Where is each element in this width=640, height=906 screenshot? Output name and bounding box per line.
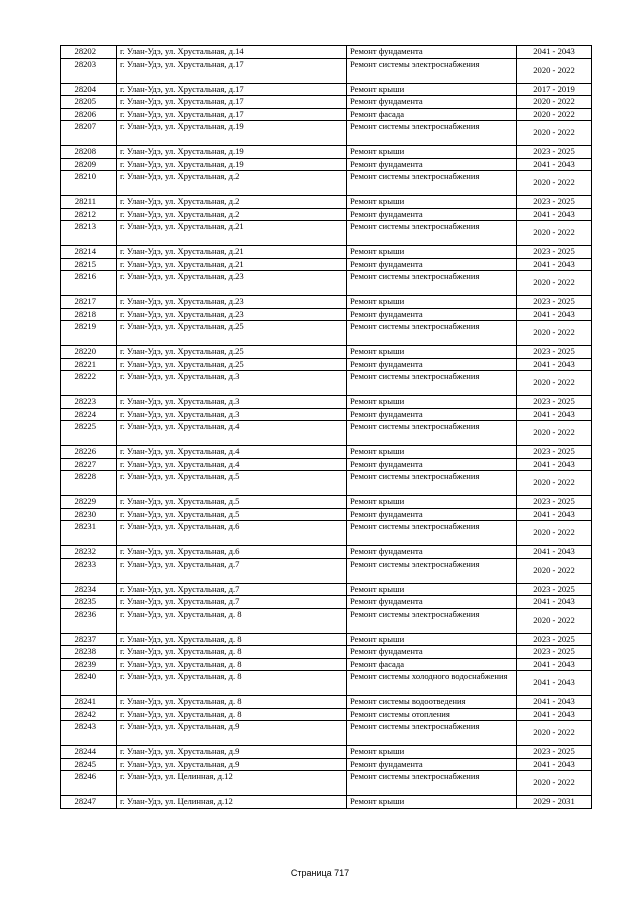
work-type-cell: Ремонт фундамента: [347, 646, 517, 659]
table-row: [61, 521, 592, 546]
address-cell: г. Улан-Удэ, ул. Хрустальная, д.4: [117, 446, 347, 459]
table-row: [61, 696, 592, 709]
address-cell: г. Улан-Удэ, ул. Хрустальная, д.23: [117, 271, 347, 296]
table-body: [61, 46, 592, 809]
period-cell: 2023 - 2025: [517, 246, 592, 259]
address-cell: г. Улан-Удэ, ул. Хрустальная, д.5: [117, 496, 347, 509]
row-number-cell: 28243: [61, 721, 117, 746]
table-row: [61, 471, 592, 496]
work-type-cell: Ремонт фундамента: [347, 308, 517, 321]
page-number: Страница 717: [290, 868, 350, 878]
table-row: [61, 208, 592, 221]
period-cell: 2041 - 2043: [517, 458, 592, 471]
row-number-cell: 28223: [61, 396, 117, 409]
row-number-cell: 28236: [61, 608, 117, 633]
period-cell: 2020 - 2022: [517, 221, 592, 246]
table-row: [61, 671, 592, 696]
address-cell: г. Улан-Удэ, ул. Хрустальная, д.21: [117, 246, 347, 259]
work-type-cell: Ремонт системы электроснабжения: [347, 371, 517, 396]
table-row: [61, 421, 592, 446]
address-cell: г. Улан-Удэ, ул. Хрустальная, д.23: [117, 296, 347, 309]
row-number-cell: 28209: [61, 158, 117, 171]
table-row: [61, 358, 592, 371]
row-number-cell: 28212: [61, 208, 117, 221]
work-type-cell: Ремонт системы электроснабжения: [347, 321, 517, 346]
row-number-cell: 28235: [61, 596, 117, 609]
row-number-cell: 28228: [61, 471, 117, 496]
work-type-cell: Ремонт крыши: [347, 796, 517, 809]
row-number-cell: 28231: [61, 521, 117, 546]
address-cell: г. Улан-Удэ, ул. Хрустальная, д. 8: [117, 696, 347, 709]
period-cell: 2041 - 2043: [517, 258, 592, 271]
period-cell: 2020 - 2022: [517, 121, 592, 146]
table-row: [61, 346, 592, 359]
table-row: [61, 121, 592, 146]
table-row: [61, 171, 592, 196]
table-row: [61, 371, 592, 396]
table-row: [61, 608, 592, 633]
table-row: [61, 546, 592, 559]
row-number-cell: 28222: [61, 371, 117, 396]
work-type-cell: Ремонт системы электроснабжения: [347, 471, 517, 496]
period-cell: 2041 - 2043: [517, 708, 592, 721]
table-row: [61, 58, 592, 83]
work-type-cell: Ремонт крыши: [347, 396, 517, 409]
period-cell: 2041 - 2043: [517, 46, 592, 59]
address-cell: г. Улан-Удэ, ул. Хрустальная, д.21: [117, 221, 347, 246]
period-cell: 2041 - 2043: [517, 158, 592, 171]
work-type-cell: Ремонт фундамента: [347, 596, 517, 609]
address-cell: г. Улан-Удэ, ул. Хрустальная, д.19: [117, 121, 347, 146]
period-cell: 2020 - 2022: [517, 771, 592, 796]
period-cell: 2020 - 2022: [517, 58, 592, 83]
period-cell: 2023 - 2025: [517, 583, 592, 596]
address-cell: г. Улан-Удэ, ул. Хрустальная, д.2: [117, 196, 347, 209]
address-cell: г. Улан-Удэ, ул. Хрустальная, д.21: [117, 258, 347, 271]
address-cell: г. Улан-Удэ, ул. Хрустальная, д.6: [117, 546, 347, 559]
address-cell: г. Улан-Удэ, ул. Хрустальная, д.6: [117, 521, 347, 546]
period-cell: 2041 - 2043: [517, 658, 592, 671]
work-type-cell: Ремонт фундамента: [347, 546, 517, 559]
row-number-cell: 28245: [61, 758, 117, 771]
work-type-cell: Ремонт крыши: [347, 146, 517, 159]
work-type-cell: Ремонт крыши: [347, 196, 517, 209]
work-type-cell: Ремонт фундамента: [347, 158, 517, 171]
table-row: [61, 583, 592, 596]
address-cell: г. Улан-Удэ, ул. Хрустальная, д.25: [117, 346, 347, 359]
work-type-cell: Ремонт крыши: [347, 633, 517, 646]
work-type-cell: Ремонт крыши: [347, 83, 517, 96]
work-type-cell: Ремонт фундамента: [347, 408, 517, 421]
address-cell: г. Улан-Удэ, ул. Хрустальная, д.17: [117, 58, 347, 83]
address-cell: г. Улан-Удэ, ул. Хрустальная, д.25: [117, 358, 347, 371]
table-row: [61, 221, 592, 246]
work-type-cell: Ремонт крыши: [347, 446, 517, 459]
period-cell: 2020 - 2022: [517, 421, 592, 446]
row-number-cell: 28241: [61, 696, 117, 709]
row-number-cell: 28225: [61, 421, 117, 446]
address-cell: г. Улан-Удэ, ул. Хрустальная, д.5: [117, 508, 347, 521]
address-cell: г. Улан-Удэ, ул. Хрустальная, д.17: [117, 108, 347, 121]
work-type-cell: Ремонт крыши: [347, 583, 517, 596]
address-cell: г. Улан-Удэ, ул. Хрустальная, д.14: [117, 46, 347, 59]
period-cell: 2020 - 2022: [517, 521, 592, 546]
work-type-cell: Ремонт системы водоотведения: [347, 696, 517, 709]
period-cell: 2023 - 2025: [517, 496, 592, 509]
period-cell: 2020 - 2022: [517, 271, 592, 296]
row-number-cell: 28208: [61, 146, 117, 159]
address-cell: г. Улан-Удэ, ул. Хрустальная, д.4: [117, 458, 347, 471]
table-row: [61, 46, 592, 59]
address-cell: г. Улан-Удэ, ул. Хрустальная, д.4: [117, 421, 347, 446]
work-type-cell: Ремонт системы электроснабжения: [347, 171, 517, 196]
address-cell: г. Улан-Удэ, ул. Хрустальная, д. 8: [117, 671, 347, 696]
period-cell: 2041 - 2043: [517, 596, 592, 609]
work-type-cell: Ремонт системы электроснабжения: [347, 771, 517, 796]
row-number-cell: 28237: [61, 633, 117, 646]
row-number-cell: 28233: [61, 558, 117, 583]
row-number-cell: 28210: [61, 171, 117, 196]
table-row: [61, 196, 592, 209]
address-cell: г. Улан-Удэ, ул. Хрустальная, д.3: [117, 408, 347, 421]
address-cell: г. Улан-Удэ, ул. Хрустальная, д. 8: [117, 646, 347, 659]
address-cell: г. Улан-Удэ, ул. Целинная, д.12: [117, 771, 347, 796]
work-type-cell: Ремонт системы электроснабжения: [347, 121, 517, 146]
table-row: [61, 258, 592, 271]
table-row: [61, 396, 592, 409]
work-type-cell: Ремонт крыши: [347, 246, 517, 259]
row-number-cell: 28220: [61, 346, 117, 359]
work-type-cell: Ремонт крыши: [347, 346, 517, 359]
work-type-cell: Ремонт системы электроснабжения: [347, 608, 517, 633]
address-cell: г. Улан-Удэ, ул. Хрустальная, д.9: [117, 746, 347, 759]
period-cell: 2041 - 2043: [517, 408, 592, 421]
table-row: [61, 771, 592, 796]
address-cell: г. Улан-Удэ, ул. Хрустальная, д. 8: [117, 658, 347, 671]
address-cell: г. Улан-Удэ, ул. Хрустальная, д. 8: [117, 633, 347, 646]
row-number-cell: 28214: [61, 246, 117, 259]
period-cell: 2020 - 2022: [517, 558, 592, 583]
address-cell: г. Улан-Удэ, ул. Хрустальная, д.5: [117, 471, 347, 496]
table-row: [61, 646, 592, 659]
row-number-cell: 28202: [61, 46, 117, 59]
row-number-cell: 28203: [61, 58, 117, 83]
row-number-cell: 28238: [61, 646, 117, 659]
row-number-cell: 28229: [61, 496, 117, 509]
table-row: [61, 108, 592, 121]
work-type-cell: Ремонт системы электроснабжения: [347, 221, 517, 246]
period-cell: 2041 - 2043: [517, 758, 592, 771]
row-number-cell: 28240: [61, 671, 117, 696]
table-row: [61, 158, 592, 171]
period-cell: 2023 - 2025: [517, 296, 592, 309]
work-type-cell: Ремонт системы электроснабжения: [347, 721, 517, 746]
work-type-cell: Ремонт системы отопления: [347, 708, 517, 721]
period-cell: 2041 - 2043: [517, 308, 592, 321]
period-cell: 2041 - 2043: [517, 208, 592, 221]
period-cell: 2017 - 2019: [517, 83, 592, 96]
row-number-cell: 28219: [61, 321, 117, 346]
table-row: [61, 446, 592, 459]
row-number-cell: 28234: [61, 583, 117, 596]
work-type-cell: Ремонт фундамента: [347, 458, 517, 471]
period-cell: 2041 - 2043: [517, 508, 592, 521]
row-number-cell: 28216: [61, 271, 117, 296]
period-cell: 2041 - 2043: [517, 546, 592, 559]
row-number-cell: 28227: [61, 458, 117, 471]
period-cell: 2023 - 2025: [517, 646, 592, 659]
table-row: [61, 758, 592, 771]
period-cell: 2029 - 2031: [517, 796, 592, 809]
address-cell: г. Улан-Удэ, ул. Хрустальная, д.17: [117, 96, 347, 109]
table-row: [61, 496, 592, 509]
table-row: [61, 246, 592, 259]
row-number-cell: 28226: [61, 446, 117, 459]
period-cell: 2020 - 2022: [517, 171, 592, 196]
row-number-cell: 28205: [61, 96, 117, 109]
row-number-cell: 28246: [61, 771, 117, 796]
work-type-cell: Ремонт крыши: [347, 296, 517, 309]
work-type-cell: Ремонт фасада: [347, 658, 517, 671]
address-cell: г. Улан-Удэ, ул. Хрустальная, д.19: [117, 146, 347, 159]
address-cell: г. Улан-Удэ, ул. Хрустальная, д.9: [117, 758, 347, 771]
table-row: [61, 308, 592, 321]
table-row: [61, 721, 592, 746]
work-type-cell: Ремонт системы электроснабжения: [347, 421, 517, 446]
table-row: [61, 658, 592, 671]
work-type-cell: Ремонт системы электроснабжения: [347, 521, 517, 546]
address-cell: г. Улан-Удэ, ул. Хрустальная, д.7: [117, 583, 347, 596]
period-cell: 2023 - 2025: [517, 396, 592, 409]
work-type-cell: Ремонт фундамента: [347, 208, 517, 221]
work-type-cell: Ремонт системы электроснабжения: [347, 271, 517, 296]
table-row: [61, 746, 592, 759]
period-cell: 2020 - 2022: [517, 371, 592, 396]
address-cell: г. Улан-Удэ, ул. Хрустальная, д.7: [117, 558, 347, 583]
table-row: [61, 708, 592, 721]
row-number-cell: 28244: [61, 746, 117, 759]
row-number-cell: 28247: [61, 796, 117, 809]
period-cell: 2020 - 2022: [517, 608, 592, 633]
period-cell: 2023 - 2025: [517, 446, 592, 459]
row-number-cell: 28230: [61, 508, 117, 521]
row-number-cell: 28224: [61, 408, 117, 421]
table-row: [61, 271, 592, 296]
work-type-cell: Ремонт фундамента: [347, 358, 517, 371]
table-row: [61, 508, 592, 521]
period-cell: 2023 - 2025: [517, 196, 592, 209]
address-cell: г. Улан-Удэ, ул. Хрустальная, д.9: [117, 721, 347, 746]
address-cell: г. Улан-Удэ, ул. Целинная, д.12: [117, 796, 347, 809]
period-cell: 2020 - 2022: [517, 471, 592, 496]
table-row: [61, 458, 592, 471]
address-cell: г. Улан-Удэ, ул. Хрустальная, д. 8: [117, 708, 347, 721]
table-row: [61, 296, 592, 309]
row-number-cell: 28239: [61, 658, 117, 671]
work-type-cell: Ремонт фундамента: [347, 46, 517, 59]
address-cell: г. Улан-Удэ, ул. Хрустальная, д.2: [117, 208, 347, 221]
work-type-cell: Ремонт системы холодного водоснабжения: [347, 671, 517, 696]
address-cell: г. Улан-Удэ, ул. Хрустальная, д.2: [117, 171, 347, 196]
row-number-cell: 28206: [61, 108, 117, 121]
address-cell: г. Улан-Удэ, ул. Хрустальная, д.25: [117, 321, 347, 346]
work-type-cell: Ремонт фундамента: [347, 96, 517, 109]
repair-schedule-table: [60, 45, 592, 809]
row-number-cell: 28217: [61, 296, 117, 309]
table-row: [61, 146, 592, 159]
address-cell: г. Улан-Удэ, ул. Хрустальная, д.17: [117, 83, 347, 96]
row-number-cell: 28232: [61, 546, 117, 559]
work-type-cell: Ремонт крыши: [347, 496, 517, 509]
table-row: [61, 321, 592, 346]
address-cell: г. Улан-Удэ, ул. Хрустальная, д.3: [117, 396, 347, 409]
period-cell: 2041 - 2043: [517, 358, 592, 371]
address-cell: г. Улан-Удэ, ул. Хрустальная, д.23: [117, 308, 347, 321]
table-row: [61, 596, 592, 609]
work-type-cell: Ремонт системы электроснабжения: [347, 58, 517, 83]
period-cell: 2023 - 2025: [517, 633, 592, 646]
address-cell: г. Улан-Удэ, ул. Хрустальная, д.19: [117, 158, 347, 171]
table-row: [61, 408, 592, 421]
period-cell: 2020 - 2022: [517, 321, 592, 346]
period-cell: 2041 - 2043: [517, 671, 592, 696]
address-cell: г. Улан-Удэ, ул. Хрустальная, д. 8: [117, 608, 347, 633]
row-number-cell: 28204: [61, 83, 117, 96]
period-cell: 2020 - 2022: [517, 721, 592, 746]
row-number-cell: 28213: [61, 221, 117, 246]
row-number-cell: 28211: [61, 196, 117, 209]
row-number-cell: 28207: [61, 121, 117, 146]
table-row: [61, 558, 592, 583]
row-number-cell: 28218: [61, 308, 117, 321]
address-cell: г. Улан-Удэ, ул. Хрустальная, д.7: [117, 596, 347, 609]
period-cell: 2023 - 2025: [517, 346, 592, 359]
work-type-cell: Ремонт фасада: [347, 108, 517, 121]
period-cell: 2020 - 2022: [517, 108, 592, 121]
work-type-cell: Ремонт фундамента: [347, 258, 517, 271]
period-cell: 2023 - 2025: [517, 746, 592, 759]
table-row: [61, 96, 592, 109]
row-number-cell: 28221: [61, 358, 117, 371]
table-row: [61, 796, 592, 809]
work-type-cell: Ремонт системы электроснабжения: [347, 558, 517, 583]
table-row: [61, 633, 592, 646]
row-number-cell: 28215: [61, 258, 117, 271]
period-cell: 2020 - 2022: [517, 96, 592, 109]
period-cell: 2023 - 2025: [517, 146, 592, 159]
work-type-cell: Ремонт фундамента: [347, 758, 517, 771]
work-type-cell: Ремонт крыши: [347, 746, 517, 759]
work-type-cell: Ремонт фундамента: [347, 508, 517, 521]
address-cell: г. Улан-Удэ, ул. Хрустальная, д.3: [117, 371, 347, 396]
table-row: [61, 83, 592, 96]
period-cell: 2041 - 2043: [517, 696, 592, 709]
row-number-cell: 28242: [61, 708, 117, 721]
